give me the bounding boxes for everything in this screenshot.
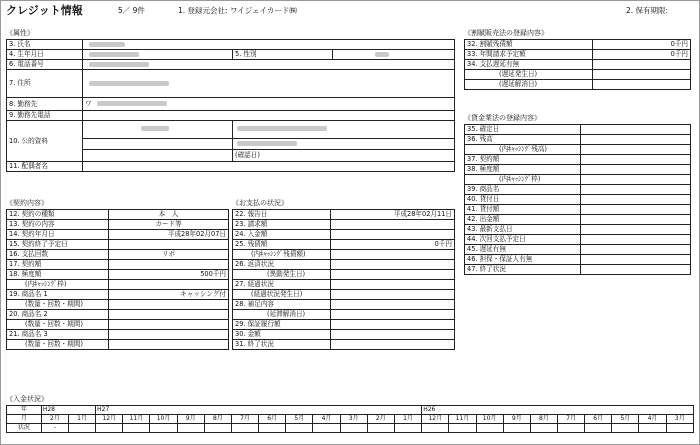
lending-value [581,125,691,135]
lending-row [465,185,691,195]
birth-value [83,50,233,60]
lending-row [465,255,691,265]
deposit-month-cell: 3月 [666,415,693,424]
lending-value [581,175,691,185]
contract-row [7,230,229,240]
installment-label: 34. 支払遅延有無 [465,60,593,70]
deposit-status-cell [612,424,639,433]
lending-label: 36. 残高 [465,135,581,145]
payment-value [331,230,455,240]
attr-row-birth [7,50,455,60]
record-count: 5／ 9件 [118,6,145,15]
lending-value [581,235,691,245]
contract-label: (数量・回数・期間) [7,300,109,310]
public-docs-value-5 [83,150,233,162]
deposit-month-cell: 8月 [530,415,557,424]
contract-value: リボ [109,250,229,260]
deposit-status-cell [96,424,123,433]
lending-label: 43. 最新支払日 [465,225,581,235]
payment-row [233,210,455,220]
payment-value [331,270,455,280]
lending-row [465,155,691,165]
payment-row [233,240,455,250]
deposit-status-cell [503,424,530,433]
contract-value: キャッシング付 [109,290,229,300]
payment-row [233,320,455,330]
public-docs-label: 10. 公的資料 [7,121,83,162]
deposit-status-cell [422,424,449,433]
payment-value [331,300,455,310]
deposit-month-cell: 6月 [585,415,612,424]
address-value [83,70,455,98]
contract-row [7,290,229,300]
deposit-status-cell [585,424,612,433]
deposit-month-cell: 7月 [557,415,584,424]
confirm-date-label: (確認日) [233,150,455,162]
payment-table [232,209,455,350]
payment-label: 23. 請求額 [233,220,331,230]
deposit-status-cell [123,424,150,433]
contract-label: 17. 契約額 [7,260,109,270]
deposit-status-cell [476,424,503,433]
attr-row-public-docs-1 [7,121,455,139]
installment-row [465,70,691,80]
payment-value [331,220,455,230]
deposit-month-cell: 8月 [204,415,231,424]
payment-value [331,320,455,330]
deposit-status-cell [69,424,96,433]
contract-row [7,260,229,270]
deposit-status-cell [666,424,693,433]
attr-row-name [7,40,455,50]
lending-row [465,215,691,225]
lending-row [465,265,691,275]
lending-value [581,215,691,225]
lending-label: 38. 極度額 [465,165,581,175]
installment-row [465,40,691,50]
name-label: 3. 氏名 [7,40,83,50]
contract-row [7,240,229,250]
deposit-month-cell: 10月 [476,415,503,424]
lending-label: 44. 次回支払予定日 [465,235,581,245]
deposit-status-cell [449,424,476,433]
payment-label: (経過状況発生日) [233,290,331,300]
deposit-month-cell: 7月 [231,415,258,424]
lending-value [581,165,691,175]
deposit-status-cell [313,424,340,433]
deposit-month-cell: 11月 [123,415,150,424]
public-docs-value-1 [83,121,233,139]
deposit-month-cell: 1月 [69,415,96,424]
installment-value: 0千円 [593,40,691,50]
lending-value [581,185,691,195]
deposit-month-cell: 6月 [259,415,286,424]
contract-value [109,240,229,250]
payment-label: 22. 報告日 [233,210,331,220]
payment-label: 24. 入金額 [233,230,331,240]
retention-period: 2. 保有期限: [626,6,669,15]
attr-row-address [7,70,455,98]
registrant-company: 1. 登録元会社: ワイジェイカード㈱ [178,6,297,15]
lending-value [581,255,691,265]
deposit-status-cell [530,424,557,433]
public-docs-value-4 [233,138,455,150]
payment-value: 平成28年02月11日 [331,210,455,220]
attr-row-spouse [7,162,455,172]
contract-value: 500千円 [109,270,229,280]
payment-row [233,300,455,310]
deposit-year-cell: H28 [41,406,95,415]
installment-value [593,60,691,70]
deposit-status-cell [286,424,313,433]
deposit-month-cell: 12月 [96,415,123,424]
payment-value [331,340,455,350]
deposit-month-cell: 12月 [422,415,449,424]
deposit-month-cell: 4月 [639,415,666,424]
contract-label: (内ｷｬｯｼﾝｸﾞ枠) [7,280,109,290]
attr-row-employer-phone [7,111,455,121]
lending-value [581,155,691,165]
payment-label: 26. 返済状況 [233,260,331,270]
installment-label: (遅延発生日) [465,70,593,80]
installment-value [593,80,691,90]
contract-label: (数量・回数・期間) [7,340,109,350]
deposit-month-cell: 2月 [41,415,68,424]
lending-value [581,265,691,275]
lending-value [581,195,691,205]
payment-label: (内ｷｬｯｼﾝｸﾞ残債額) [233,250,331,260]
contract-row [7,310,229,320]
birth-label: 4. 生年月日 [7,50,83,60]
lending-row [465,135,691,145]
payment-value [331,260,455,270]
payment-row [233,340,455,350]
deposit-status-cell [639,424,666,433]
contract-value: カード等 [109,220,229,230]
lending-label: 37. 契約額 [465,155,581,165]
deposit-month-cell: 1月 [394,415,421,424]
payment-row [233,310,455,320]
deposit-month-cell: 10月 [150,415,177,424]
phone-label: 6. 電話番号 [7,60,83,70]
payment-label: 30. 金額 [233,330,331,340]
contract-row [7,250,229,260]
deposit-status-cell [340,424,367,433]
spouse-value [83,162,455,172]
report-title: クレジット情報 [6,4,83,17]
deposit-status-row [7,424,694,433]
payment-label: (延滞解消日) [233,310,331,320]
installment-row [465,50,691,60]
lending-row [465,165,691,175]
contract-label: 16. 支払回数 [7,250,109,260]
payment-row [233,230,455,240]
contract-value [109,320,229,330]
lending-row [465,225,691,235]
lending-label: 40. 貸付日 [465,195,581,205]
contract-value: 本 人 [109,210,229,220]
lending-row [465,245,691,255]
contract-row [7,210,229,220]
spouse-label: 11. 配偶者名 [7,162,83,172]
public-docs-value-3 [83,138,233,150]
contract-label: (数量・回数・期間) [7,320,109,330]
lending-value [581,135,691,145]
lending-value [581,145,691,155]
contract-label: 20. 商品名 2 [7,310,109,320]
deposit-month-cell: 11月 [449,415,476,424]
deposit-month-cell: 9月 [177,415,204,424]
payment-value [331,310,455,320]
installment-value: 0千円 [593,50,691,60]
payment-row [233,280,455,290]
contract-row [7,320,229,330]
payment-value: 0千円 [331,240,455,250]
deposit-status-cell [204,424,231,433]
deposit-status-cell [231,424,258,433]
lending-label: 45. 遅延有無 [465,245,581,255]
payment-row [233,330,455,340]
lending-row [465,205,691,215]
contract-row [7,330,229,340]
contract-section-title: 《契約内容》 [6,199,48,207]
contract-value: 平成28年02月07日 [109,230,229,240]
contract-label: 18. 極度額 [7,270,109,280]
employer-prefix: ワ [85,99,92,108]
deposit-section-title: 《入金状況》 [6,395,48,403]
deposit-status-cell [177,424,204,433]
payment-value [331,280,455,290]
attributes-table [6,39,455,172]
contract-label: 14. 契約年月日 [7,230,109,240]
deposit-month-cell: 9月 [503,415,530,424]
phone-value [83,60,455,70]
contract-value [109,300,229,310]
installment-label: (遅延解消日) [465,80,593,90]
deposit-status-cell: - [41,424,68,433]
lending-label: 39. 商品名 [465,185,581,195]
contract-label: 19. 商品名 1 [7,290,109,300]
deposit-table [6,405,694,433]
deposit-month-label: 月 [7,415,42,424]
contract-value [109,310,229,320]
deposit-year-cell: H27 [96,406,422,415]
deposit-status-cell [259,424,286,433]
lending-row [465,175,691,185]
employer-value [83,98,455,111]
payment-row [233,250,455,260]
lending-label: 41. 貸付額 [465,205,581,215]
lending-label: (内ｷｬｯｼﾝｸﾞ残高) [465,145,581,155]
employer-phone-value [83,111,455,121]
employer-label: 8. 勤務先 [7,98,83,111]
deposit-month-cell: 5月 [612,415,639,424]
lending-label: 42. 出金額 [465,215,581,225]
lending-row [465,145,691,155]
deposit-month-row [7,415,694,424]
payment-label: 29. 保証履行額 [233,320,331,330]
contract-label: 13. 契約の内容 [7,220,109,230]
payment-label: 31. 終了状況 [233,340,331,350]
deposit-month-cell: 5月 [286,415,313,424]
payment-value [331,290,455,300]
lending-value [581,245,691,255]
contract-label: 12. 契約の種類 [7,210,109,220]
payment-row [233,260,455,270]
payment-section-title: 《お支払の状況》 [232,199,288,207]
deposit-status-label: 状況 [7,424,42,433]
payment-label: 27. 経過状況 [233,280,331,290]
payment-row [233,270,455,280]
lending-table [464,124,691,275]
attr-row-employer [7,98,455,111]
lending-section-title: 《貸金業法の登録内容》 [464,114,541,122]
payment-label: (異動発生日) [233,270,331,280]
public-docs-value-2 [233,121,455,139]
payment-value [331,250,455,260]
deposit-year-label: 年 [7,406,42,415]
contract-value [109,340,229,350]
contract-table [6,209,229,350]
lending-value [581,205,691,215]
lending-label: 46. 担保・保証人有無 [465,255,581,265]
payment-label: 25. 残債額 [233,240,331,250]
employer-phone-label: 9. 勤務先電話 [7,111,83,121]
sex-value [333,50,455,60]
installment-row [465,60,691,70]
installment-label: 32. 割賦残債額 [465,40,593,50]
deposit-year-cell: H26 [422,406,694,415]
lending-row [465,235,691,245]
attr-row-phone [7,60,455,70]
sex-label: 5. 性別 [233,50,333,60]
installment-section-title: 《割賦販売法の登録内容》 [464,29,548,37]
lending-label: (内ｷｬｯｼﾝｸﾞ枠) [465,175,581,185]
installment-table [464,39,691,90]
name-value [83,40,455,50]
lending-label: 47. 終了状況 [465,265,581,275]
deposit-status-cell [367,424,394,433]
address-label: 7. 住所 [7,70,83,98]
attributes-section-title: 《属性》 [6,29,34,37]
lending-value [581,225,691,235]
contract-value [109,330,229,340]
contract-value [109,260,229,270]
contract-value [109,280,229,290]
payment-value [331,330,455,340]
deposit-month-cell: 2月 [367,415,394,424]
deposit-month-cell: 4月 [313,415,340,424]
contract-row [7,300,229,310]
contract-row [7,280,229,290]
payment-label: 28. 補足内容 [233,300,331,310]
deposit-status-cell [557,424,584,433]
payment-row [233,220,455,230]
contract-label: 21. 商品名 3 [7,330,109,340]
lending-label: 35. 確定日 [465,125,581,135]
installment-row [465,80,691,90]
lending-row [465,195,691,205]
lending-row [465,125,691,135]
contract-row [7,270,229,280]
payment-row [233,290,455,300]
installment-label: 33. 年間請求予定額 [465,50,593,60]
contract-row [7,340,229,350]
deposit-year-row [7,406,694,415]
deposit-status-cell [150,424,177,433]
installment-value [593,70,691,80]
deposit-status-cell [394,424,421,433]
contract-row [7,220,229,230]
deposit-month-cell: 3月 [340,415,367,424]
contract-label: 15. 契約終了予定日 [7,240,109,250]
